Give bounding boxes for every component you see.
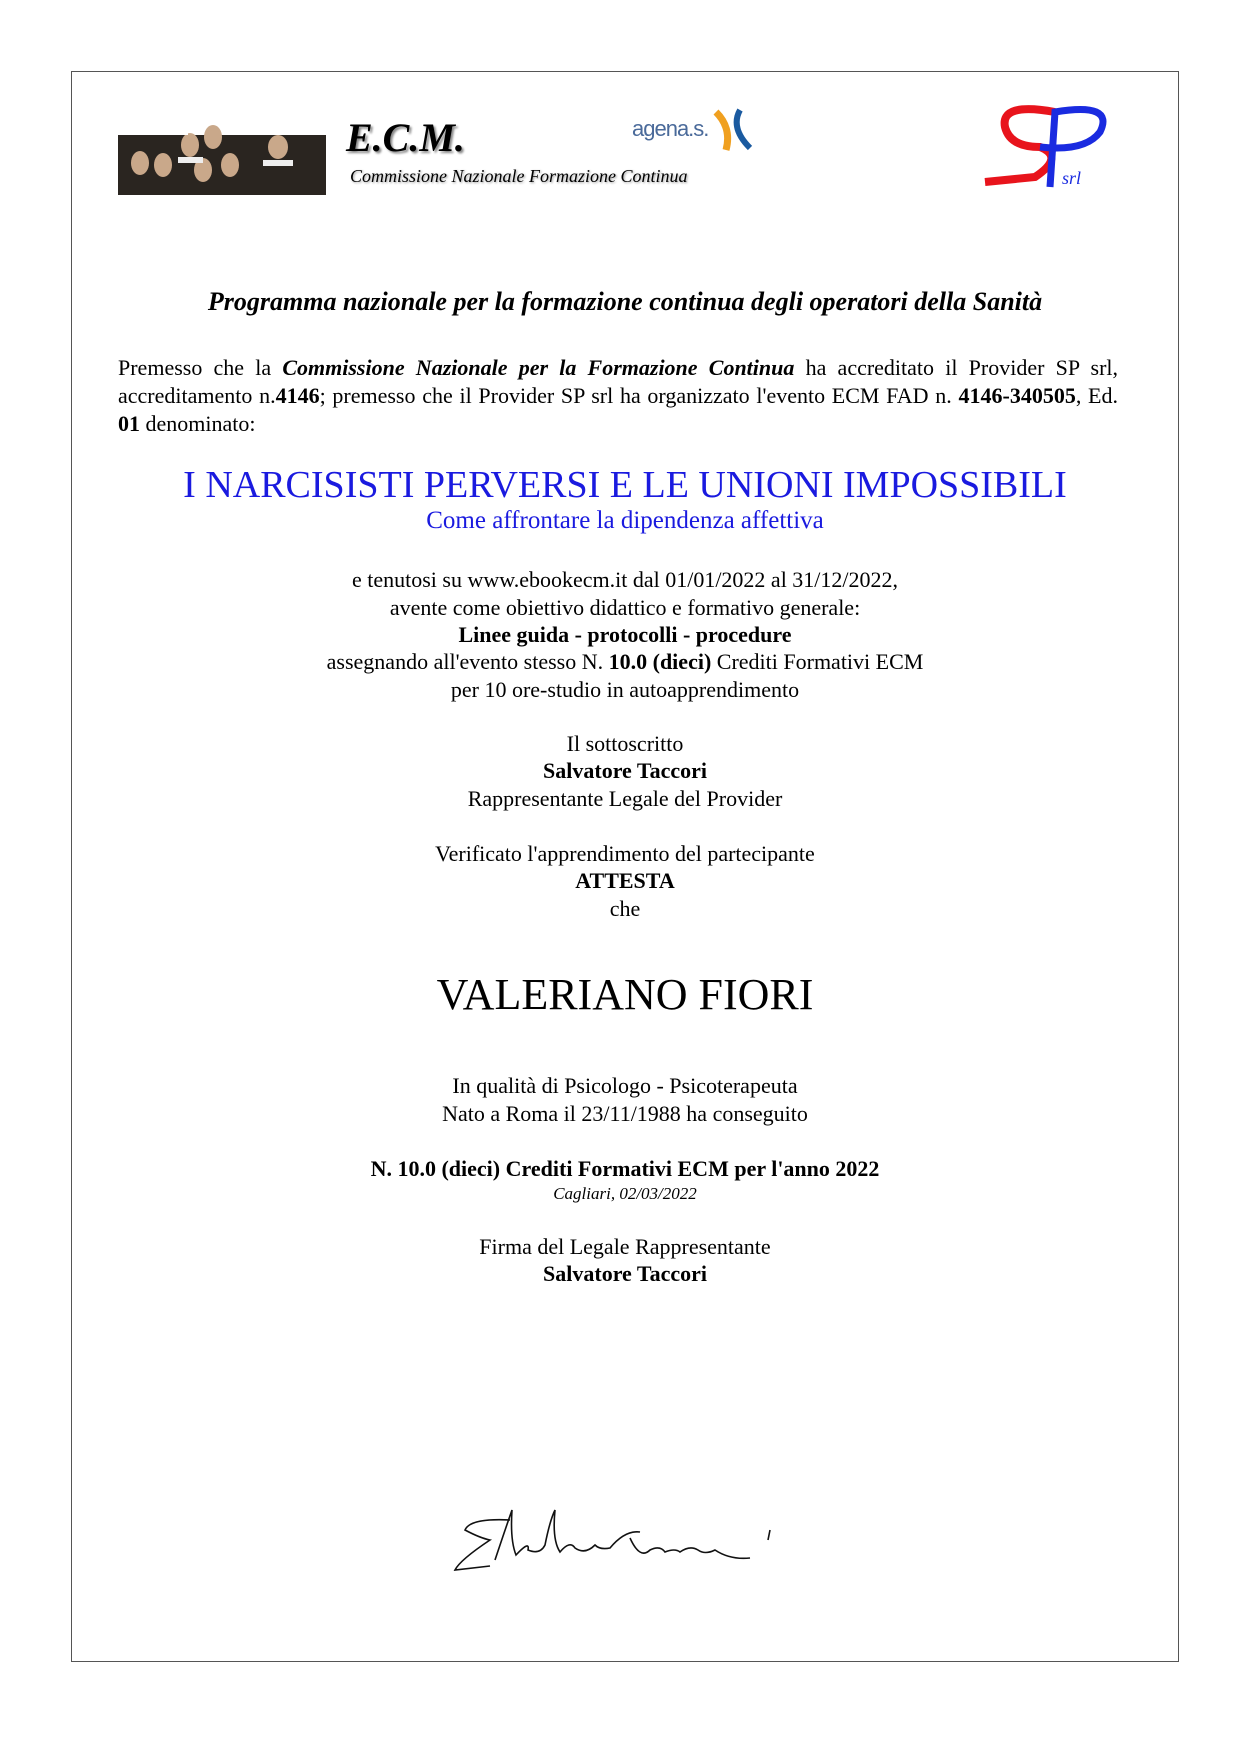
legal-rep-name: Salvatore Taccori — [543, 1261, 707, 1286]
program-heading: Programma nazionale per la formazione continua degli operatori della Sanità — [207, 287, 1043, 316]
anatomy-lesson-painting-icon — [118, 115, 326, 195]
accreditation-number: 4146 — [275, 383, 320, 408]
verification-text: Verificato l'apprendimento del partecipante — [435, 841, 815, 866]
qualification: In qualità di Psicologo - Psicoterapeuta — [452, 1073, 798, 1098]
signature-label: Firma del Legale Rappresentante — [479, 1234, 771, 1259]
ecm-subtitle: Commissione Nazionale Formazione Continua — [350, 166, 688, 186]
event-subtitle: Come affrontare la dipendenza affettiva — [426, 507, 824, 534]
agenas-mark-icon — [712, 108, 754, 154]
signer-role: Rappresentante Legale del Provider — [467, 786, 783, 811]
signer-name: Salvatore Taccori — [543, 758, 707, 783]
birth-info: Nato a Roma il 23/11/1988 ha conseguito — [442, 1101, 808, 1126]
handwritten-signature — [450, 1500, 790, 1580]
intro-paragraph: Premesso che la Commissione Nazionale per la Formazione Continua ha accreditato il Provider SP srl, accreditamento n.4146; premesso che il Provider SP srl ha organizzato l'evento ECM FAD n. 4146-340505, Ed. 01 denominato: — [118, 355, 1119, 436]
commission-name: Commissione Nazionale per la Formazione Continua — [282, 355, 795, 380]
credits-awarded: N. 10.0 (dieci) Crediti Formativi ECM per l'anno 2022 — [370, 1156, 880, 1181]
objective-value: Linee guida - protocolli - procedure — [458, 622, 792, 647]
edition-number: 01 — [118, 411, 140, 436]
attesta-label: ATTESTA — [575, 868, 675, 893]
event-title: I NARCISISTI PERVERSI E LE UNIONI IMPOSSIBILI — [183, 464, 1067, 506]
assigned-credits: assegnando all'evento stesso N. 10.0 (dieci) Crediti Formativi ECM — [326, 649, 924, 674]
sp-srl-logo — [980, 102, 1130, 192]
objective-label: avente come obiettivo didattico e formativo generale: — [389, 595, 861, 620]
study-hours: per 10 ore-studio in autoapprendimento — [450, 677, 800, 702]
agenas-logo: agena.s. — [632, 116, 709, 141]
event-dates: e tenutosi su www.ebookecm.it dal 01/01/2022 al 31/12/2022, — [351, 567, 899, 592]
che-label: che — [609, 896, 641, 921]
ecm-title: E.C.M. — [346, 115, 465, 160]
place-date: Cagliari, 02/03/2022 — [553, 1184, 697, 1203]
signer-intro: Il sottoscritto — [566, 731, 684, 756]
event-number: 4146-340505 — [958, 383, 1076, 408]
participant-name: VALERIANO FIORI — [436, 970, 814, 1019]
svg-text:srl: srl — [1062, 168, 1082, 188]
